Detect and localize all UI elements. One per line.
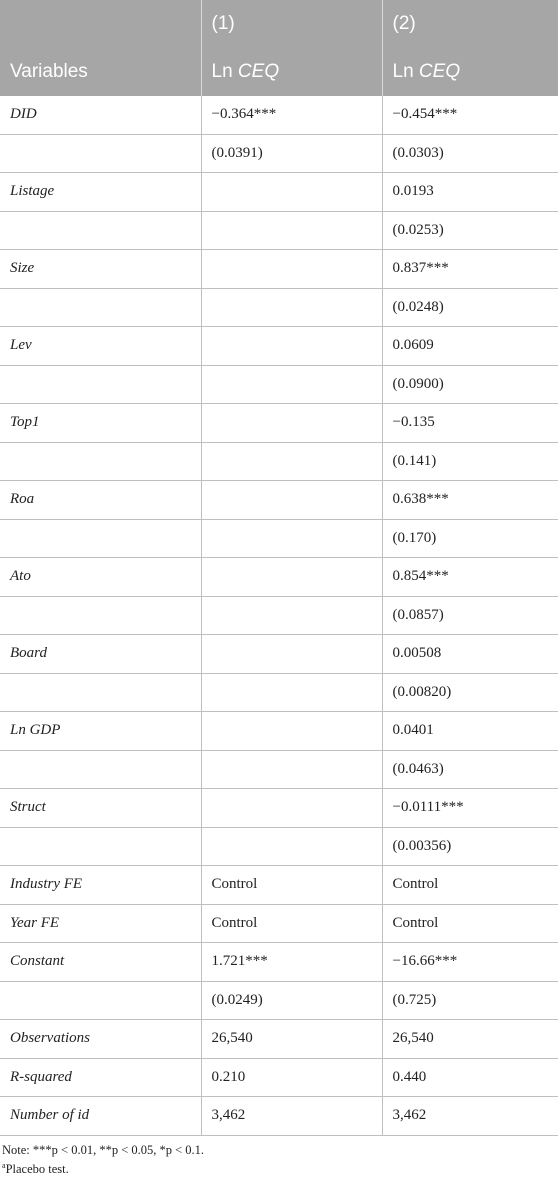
table-row	[0, 96, 558, 134]
variable-name-cell: Listage	[0, 173, 201, 212]
model-2-value-cell: (0.00356)	[382, 827, 558, 866]
model-1-value-cell	[201, 365, 382, 404]
table-row	[0, 250, 558, 289]
table-row	[0, 404, 558, 443]
model-2-value-cell: 0.0401	[382, 712, 558, 751]
variable-name-cell	[0, 365, 201, 404]
model-2-value-cell: (0.00820)	[382, 673, 558, 712]
model-1-value-cell	[201, 519, 382, 558]
variable-name-cell	[0, 673, 201, 712]
table-row	[0, 1097, 558, 1136]
variable-name-cell: Observations	[0, 1020, 201, 1059]
variable-name-cell: Industry FE	[0, 866, 201, 905]
model-1-value-cell	[201, 288, 382, 327]
model-2-value-cell: −0.454***	[382, 96, 558, 134]
table-row	[0, 904, 558, 943]
table-row	[0, 673, 558, 712]
variable-name-cell: Ln GDP	[0, 712, 201, 751]
variable-name-cell	[0, 981, 201, 1020]
header-col-1-number: (1)	[201, 0, 382, 48]
table-row	[0, 365, 558, 404]
footnote-mark: a	[2, 1160, 6, 1170]
model-1-value-cell	[201, 442, 382, 481]
variable-name-cell: R-squared	[0, 1058, 201, 1097]
model-2-value-cell: 0.00508	[382, 635, 558, 674]
variable-name-cell	[0, 519, 201, 558]
model-2-value-cell: (0.0857)	[382, 596, 558, 635]
model-2-value-cell: (0.725)	[382, 981, 558, 1020]
table-row	[0, 173, 558, 212]
variable-name-cell: Lev	[0, 327, 201, 366]
table-row	[0, 712, 558, 751]
model-2-value-cell: (0.170)	[382, 519, 558, 558]
table-row	[0, 558, 558, 597]
model-2-value-cell: Control	[382, 866, 558, 905]
header-row-1	[0, 0, 558, 48]
table-row	[0, 519, 558, 558]
variable-name-cell: Constant	[0, 943, 201, 982]
table-row	[0, 866, 558, 905]
table-row	[0, 481, 558, 520]
model-2-value-cell: (0.0248)	[382, 288, 558, 327]
header-variables-label: Variables	[0, 48, 201, 96]
table-row	[0, 635, 558, 674]
model-1-value-cell: Control	[201, 866, 382, 905]
table-row	[0, 134, 558, 173]
variable-name-cell	[0, 211, 201, 250]
model-1-value-cell	[201, 635, 382, 674]
model-1-value-cell: 3,462	[201, 1097, 382, 1136]
model-1-value-cell	[201, 558, 382, 597]
table-row	[0, 596, 558, 635]
variable-name-cell	[0, 442, 201, 481]
model-2-value-cell: −0.0111***	[382, 789, 558, 828]
model-1-value-cell	[201, 250, 382, 289]
header-col-1-dependent	[201, 48, 382, 96]
model-2-value-cell: (0.0253)	[382, 211, 558, 250]
variable-name-cell: Number of id	[0, 1097, 201, 1136]
model-1-value-cell	[201, 673, 382, 712]
variable-name-cell: Year FE	[0, 904, 201, 943]
variable-name-cell: DID	[0, 96, 201, 134]
model-1-value-cell	[201, 173, 382, 212]
variable-name-cell: Board	[0, 635, 201, 674]
model-2-value-cell: −16.66***	[382, 943, 558, 982]
header-col-2-prefix: Ln	[392, 61, 419, 82]
variable-name-cell	[0, 288, 201, 327]
model-1-value-cell	[201, 404, 382, 443]
header-col-1-italic: CEQ	[237, 61, 280, 82]
variable-name-cell	[0, 750, 201, 789]
table-row	[0, 789, 558, 828]
model-1-value-cell	[201, 712, 382, 751]
model-2-value-cell: (0.0463)	[382, 750, 558, 789]
table-row	[0, 750, 558, 789]
footnote	[2, 1158, 556, 1177]
variable-name-cell: Top1	[0, 404, 201, 443]
model-1-value-cell: Control	[201, 904, 382, 943]
model-2-value-cell: −0.135	[382, 404, 558, 443]
model-2-value-cell: (0.0900)	[382, 365, 558, 404]
table-row	[0, 827, 558, 866]
model-2-value-cell: 0.440	[382, 1058, 558, 1097]
model-1-value-cell	[201, 481, 382, 520]
header-col-2-italic: CEQ	[418, 61, 461, 82]
model-2-value-cell: 0.0193	[382, 173, 558, 212]
model-2-value-cell: 0.837***	[382, 250, 558, 289]
model-1-value-cell	[201, 327, 382, 366]
model-1-value-cell	[201, 827, 382, 866]
model-2-value-cell: 3,462	[382, 1097, 558, 1136]
table-row	[0, 943, 558, 982]
model-2-value-cell: 0.638***	[382, 481, 558, 520]
table-row	[0, 1020, 558, 1059]
variable-name-cell: Roa	[0, 481, 201, 520]
model-1-value-cell	[201, 596, 382, 635]
table-row	[0, 327, 558, 366]
footnote-text: Placebo test.	[5, 1161, 69, 1176]
table-row	[0, 211, 558, 250]
model-2-value-cell: 0.854***	[382, 558, 558, 597]
model-2-value-cell: (0.0303)	[382, 134, 558, 173]
model-2-value-cell: Control	[382, 904, 558, 943]
table-row	[0, 442, 558, 481]
header-col-1-prefix: Ln	[211, 61, 238, 82]
model-1-value-cell: 0.210	[201, 1058, 382, 1097]
table-notes	[0, 1136, 558, 1177]
model-1-value-cell: 1.721***	[201, 943, 382, 982]
header-col-2-number: (2)	[382, 0, 558, 48]
variable-name-cell	[0, 827, 201, 866]
header-col-2-dependent	[382, 48, 558, 96]
model-1-value-cell	[201, 750, 382, 789]
table-body	[0, 96, 558, 1135]
model-1-value-cell	[201, 789, 382, 828]
table-row	[0, 981, 558, 1020]
variable-name-cell: Ato	[0, 558, 201, 597]
model-1-value-cell: (0.0249)	[201, 981, 382, 1020]
table-row	[0, 1058, 558, 1097]
model-1-value-cell: (0.0391)	[201, 134, 382, 173]
header-empty-cell	[0, 0, 201, 48]
header-row-2	[0, 48, 558, 96]
table-row	[0, 288, 558, 327]
model-1-value-cell	[201, 211, 382, 250]
model-2-value-cell: (0.141)	[382, 442, 558, 481]
model-1-value-cell: −0.364***	[201, 96, 382, 134]
model-2-value-cell: 0.0609	[382, 327, 558, 366]
model-1-value-cell: 26,540	[201, 1020, 382, 1059]
model-2-value-cell: 26,540	[382, 1020, 558, 1059]
variable-name-cell	[0, 596, 201, 635]
significance-note: Note: ***p < 0.01, **p < 0.05, *p < 0.1.	[2, 1142, 205, 1157]
variable-name-cell: Struct	[0, 789, 201, 828]
variable-name-cell: Size	[0, 250, 201, 289]
variable-name-cell	[0, 134, 201, 173]
